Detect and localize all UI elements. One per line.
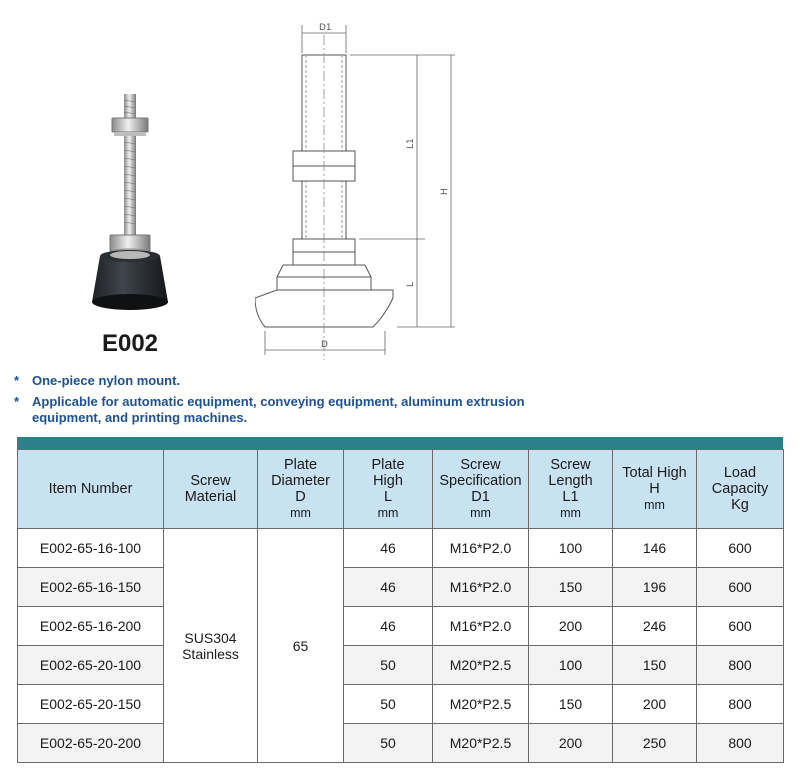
cell-screw-length: 150: [529, 568, 613, 607]
dim-label-h: H: [440, 188, 450, 195]
feature-item: [14, 394, 574, 426]
cell-plate-high: 50: [344, 646, 433, 685]
cell-load-capacity: 800: [697, 685, 784, 724]
table-header-band: [17, 437, 783, 449]
cell-total-high: 196: [613, 568, 697, 607]
cell-load-capacity: 600: [697, 568, 784, 607]
cell-load-capacity: 800: [697, 724, 784, 763]
cell-item-number: E002-65-16-150: [18, 568, 164, 607]
cell-load-capacity: 800: [697, 646, 784, 685]
product-photo: [70, 90, 190, 320]
spec-table: [17, 449, 784, 763]
feature-item: [14, 373, 574, 389]
dim-label-l1: L1: [406, 138, 416, 149]
bullet-star: *: [14, 373, 20, 388]
cell-screw-spec: M16*P2.0: [433, 529, 529, 568]
product-code: E002: [101, 330, 159, 357]
table-row: [18, 646, 784, 685]
cell-plate-high: 50: [344, 724, 433, 763]
cell-plate-diameter: 65: [258, 529, 344, 763]
col-header-load-capacity: Load Capacity Kg: [697, 450, 784, 529]
col-header-total-high: Total High H mm: [613, 450, 697, 529]
cell-screw-spec: M16*P2.0: [433, 607, 529, 646]
cell-screw-spec: M20*P2.5: [433, 685, 529, 724]
cell-screw-spec: M16*P2.0: [433, 568, 529, 607]
table-row: [18, 529, 784, 568]
dim-label-l: L: [406, 281, 416, 287]
dim-label-d1: D1: [319, 23, 332, 33]
cell-total-high: 200: [613, 685, 697, 724]
cell-screw-length: 200: [529, 724, 613, 763]
cell-screw-length: 150: [529, 685, 613, 724]
cell-load-capacity: 600: [697, 529, 784, 568]
feature-text: Applicable for automatic equipment, conveying equipment, aluminum extrusion equipment, and printing machines.: [32, 394, 525, 425]
col-header-screw-specification: Screw Specification D1 mm: [433, 450, 529, 529]
cell-item-number: E002-65-16-200: [18, 607, 164, 646]
cell-item-number: E002-65-20-150: [18, 685, 164, 724]
cell-item-number: E002-65-16-100: [18, 529, 164, 568]
cell-screw-spec: M20*P2.5: [433, 724, 529, 763]
col-header-plate-diameter: Plate Diameter D mm: [258, 450, 344, 529]
cell-total-high: 246: [613, 607, 697, 646]
cell-plate-high: 46: [344, 529, 433, 568]
cell-screw-length: 100: [529, 646, 613, 685]
technical-drawing: [255, 15, 495, 365]
table-row: [18, 568, 784, 607]
cell-total-high: 150: [613, 646, 697, 685]
cell-item-number: E002-65-20-200: [18, 724, 164, 763]
cell-plate-high: 50: [344, 685, 433, 724]
col-header-item-number: Item Number: [18, 450, 164, 529]
cell-load-capacity: 600: [697, 607, 784, 646]
col-header-plate-high: Plate High L mm: [344, 450, 433, 529]
table-header-row: [18, 450, 784, 529]
table-row: [18, 724, 784, 763]
table-row: [18, 685, 784, 724]
cell-plate-high: 46: [344, 568, 433, 607]
feature-text: One-piece nylon mount.: [32, 373, 181, 388]
cell-total-high: 250: [613, 724, 697, 763]
feature-list: [14, 373, 574, 431]
col-header-screw-material: Screw Material: [164, 450, 258, 529]
cell-screw-spec: M20*P2.5: [433, 646, 529, 685]
col-header-screw-length: Screw Length L1 mm: [529, 450, 613, 529]
cell-screw-length: 100: [529, 529, 613, 568]
dim-label-d: D: [321, 340, 328, 350]
cell-item-number: E002-65-20-100: [18, 646, 164, 685]
cell-screw-material: SUS304 Stainless: [164, 529, 258, 763]
table-row: [18, 607, 784, 646]
bullet-star: *: [14, 394, 20, 409]
cell-screw-length: 200: [529, 607, 613, 646]
cell-total-high: 146: [613, 529, 697, 568]
cell-plate-high: 46: [344, 607, 433, 646]
